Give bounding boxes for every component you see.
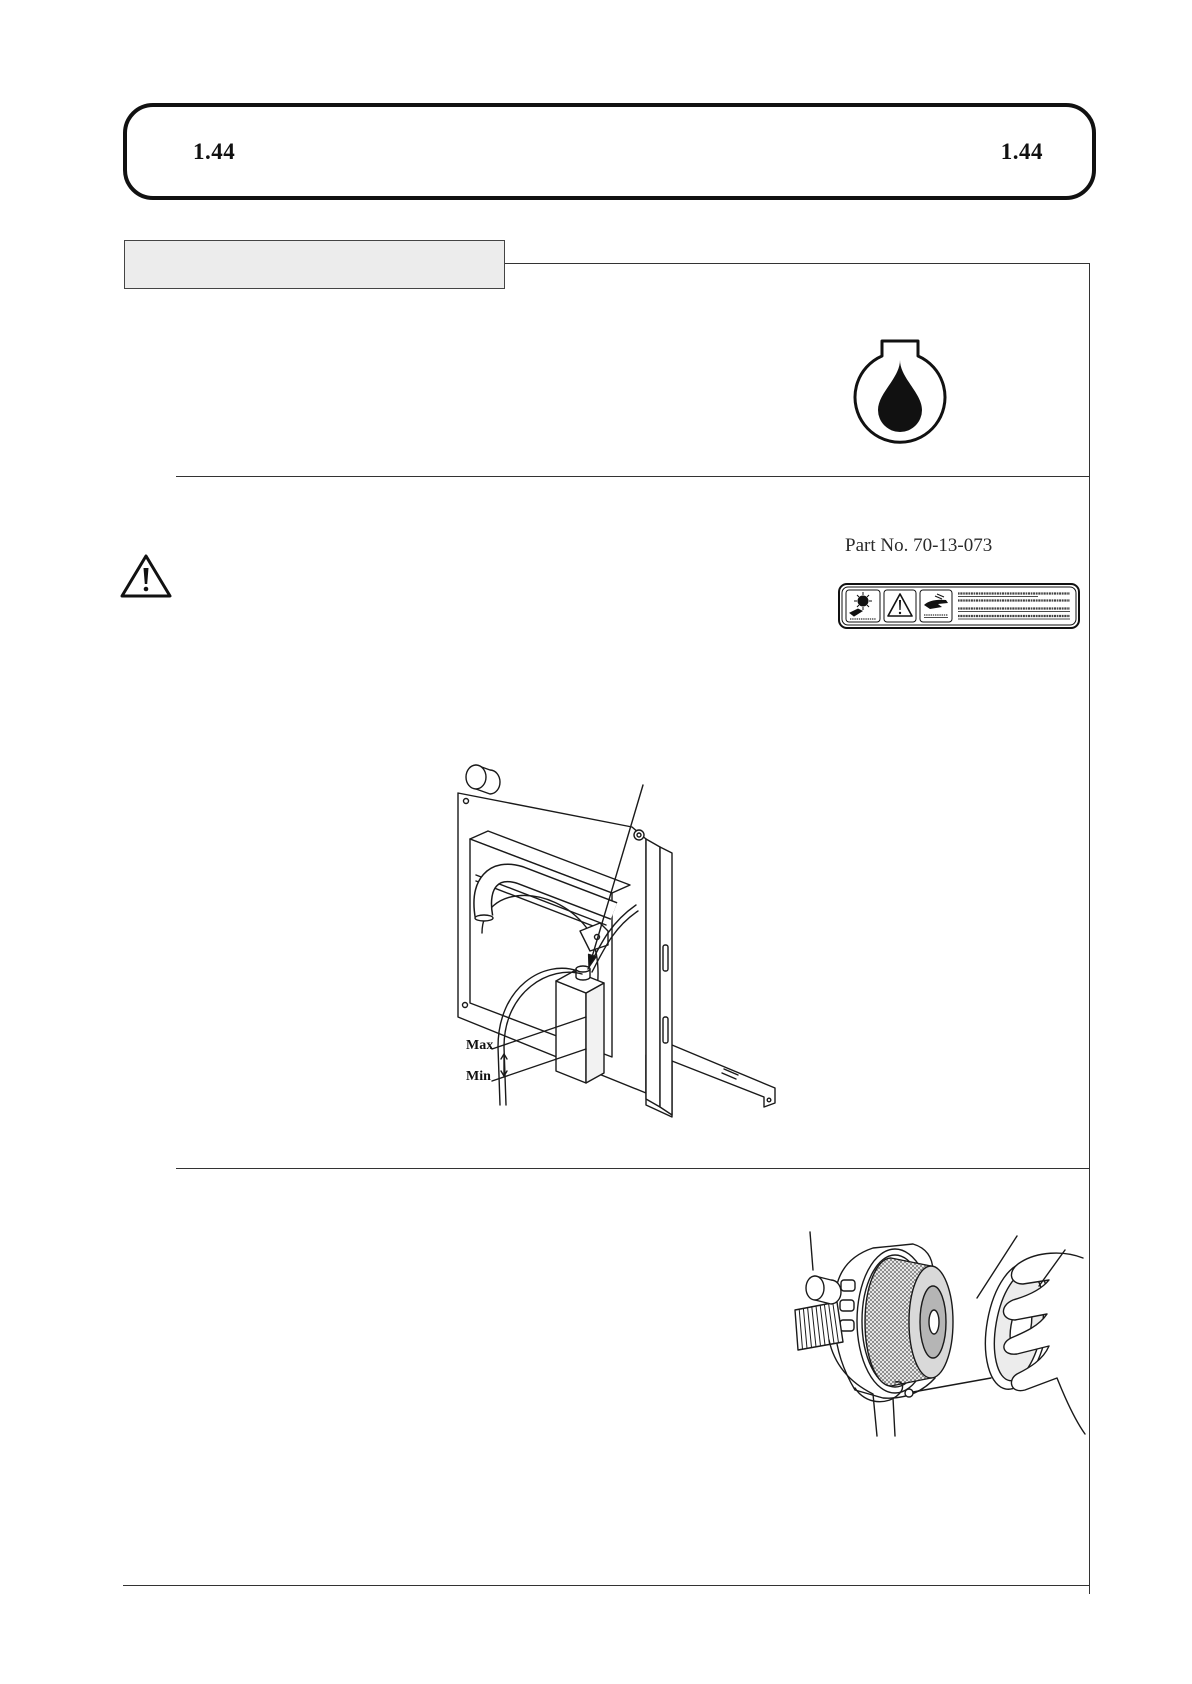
vacuator-valve [806,1276,841,1304]
warning-triangle-icon [120,553,172,599]
page-bottom-rule [123,1585,1090,1586]
section-divider-2 [176,1168,1090,1169]
filter-element [865,1258,953,1386]
min-level-label: Min [466,1069,491,1084]
section-divider-1 [176,476,1090,477]
coolant-reservoir-figure [440,755,785,1120]
section-header [123,103,1096,200]
section-number-right: 1.44 [1000,138,1043,164]
part-number: Part No. 70-13-073 [845,535,993,556]
right-hand [1003,1253,1085,1434]
section-title-box [124,240,505,289]
intake-hose [795,1302,843,1350]
warning-decal-icon [838,583,1080,629]
section-number-left: 1.44 [193,138,236,164]
radiator-filler-cap [466,765,500,794]
air-filter-figure [795,1228,1087,1440]
valve-leader-line [810,1232,813,1270]
max-level-label: Max [466,1038,494,1053]
oil-drop-icon [850,338,950,446]
